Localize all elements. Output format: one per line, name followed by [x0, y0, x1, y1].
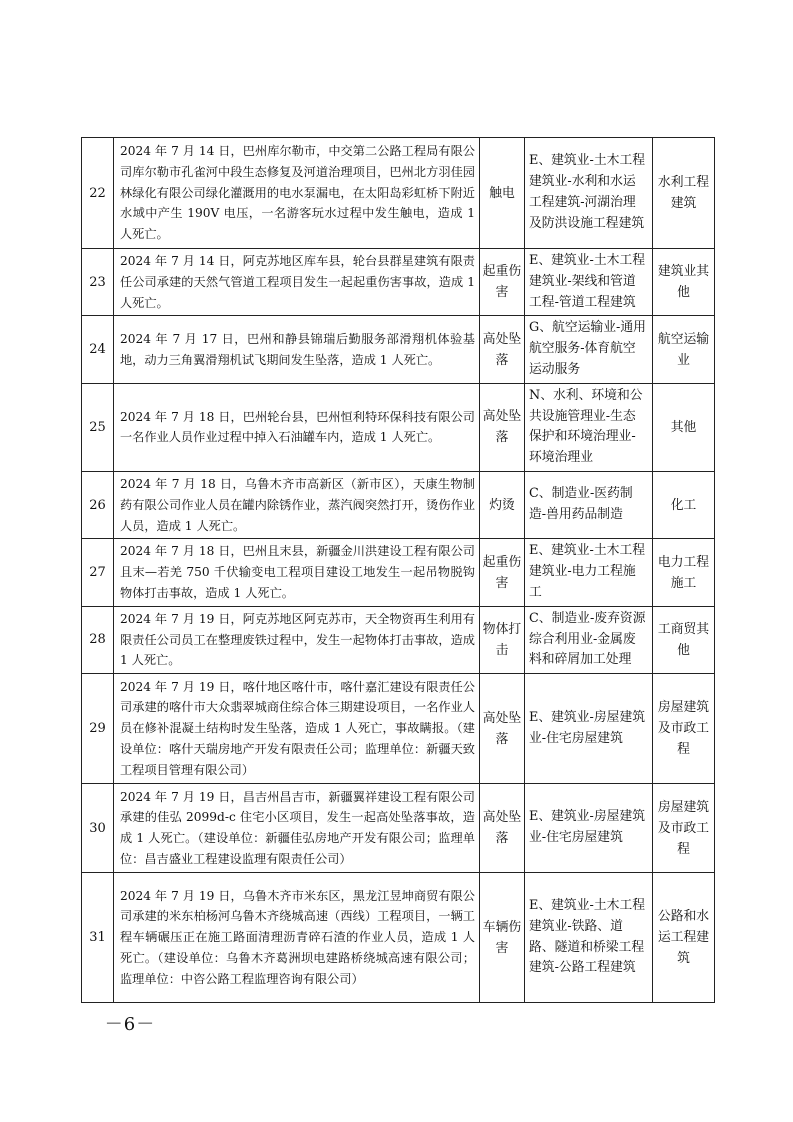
accident-description: 2024 年 7 月 14 日，阿克苏地区库车县，轮台县群星建筑有限责任公司承建的天然气管道工程项目发生一起起重伤害事故，造成 1 人死亡。: [114, 249, 480, 316]
industry-category: 房屋建筑及市政工程: [653, 674, 715, 784]
industry-classification: E、建筑业-土木工程建筑业-水利和水运工程建筑-河湖治理及防洪设施工程建筑: [525, 138, 653, 249]
accident-description: 2024 年 7 月 17 日，巴州和静县锦瑞后勤服务部滑翔机体验基地，动力三角翼滑翔机试飞期间发生坠落，造成 1 人死亡。: [114, 316, 480, 383]
accident-description: 2024 年 7 月 19 日，昌吉州昌吉市，新疆翼祥建设工程有限公司承建的佳弘 2099d-c 住宅小区项目，发生一起高处坠落事故，造成 1 人死亡。（建设单位：新疆佳弘房地产开发有限公司；监理单位：昌吉盛业工程建设监理有限责任公司）: [114, 784, 480, 873]
accident-type: 高处坠落: [480, 674, 525, 784]
industry-classification: E、建筑业-土木工程建筑业-电力工程施工: [525, 539, 653, 606]
row-number: 22: [82, 138, 114, 249]
table-row: [82, 138, 715, 249]
accident-type: 起重伤害: [480, 539, 525, 606]
accident-type: 高处坠落: [480, 383, 525, 471]
industry-classification: N、水利、环境和公共设施管理业-生态保护和环境治理业-环境治理业: [525, 383, 653, 471]
industry-category: 水利工程建筑: [653, 138, 715, 249]
industry-classification: G、航空运输业-通用航空服务-体育航空运动服务: [525, 316, 653, 383]
industry-classification: E、建筑业-土木工程建筑业-架线和管道工程-管道工程建筑: [525, 249, 653, 316]
row-number: 28: [82, 606, 114, 673]
table-row: [82, 674, 715, 784]
accident-type: 高处坠落: [480, 784, 525, 873]
table-row: [82, 873, 715, 1003]
industry-classification: E、建筑业-房屋建筑业-住宅房屋建筑: [525, 784, 653, 873]
row-number: 23: [82, 249, 114, 316]
accident-table: [81, 137, 715, 1003]
row-number: 27: [82, 539, 114, 606]
accident-description: 2024 年 7 月 14 日，巴州库尔勒市，中交第二公路工程局有限公司库尔勒市孔雀河中段生态修复及河道治理项目，巴州北方羽佳园林绿化有限公司绿化灌溉用的电水泵漏电，在太阳岛彩虹桥下附近水域中产生 190V 电压，一名游客玩水过程中发生触电，造成 1 人死亡。: [114, 138, 480, 249]
industry-classification: C、制造业-医药制造-兽用药品制造: [525, 471, 653, 538]
accident-description: 2024 年 7 月 19 日，喀什地区喀什市，喀什嘉汇建设有限责任公司承建的喀什市大众翡翠城商住综合体三期建设项目，一名作业人员在修补混凝土结构时发生坠落，造成 1 人死亡，事故瞒报。（建设单位：喀什天瑞房地产开发有限责任公司；监理单位：新疆天致工程项目管理有限公司）: [114, 674, 480, 784]
industry-category: 公路和水运工程建筑: [653, 873, 715, 1003]
row-number: 26: [82, 471, 114, 538]
row-number: 29: [82, 674, 114, 784]
accident-description: 2024 年 7 月 18 日，乌鲁木齐市高新区（新市区），天康生物制药有限公司作业人员在罐内除锈作业，蒸汽阀突然打开，烫伤作业人员，造成 1 人死亡。: [114, 471, 480, 538]
accident-type: 触电: [480, 138, 525, 249]
accident-table-container: [81, 137, 714, 1003]
accident-description: 2024 年 7 月 18 日，巴州轮台县，巴州恒利特环保科技有限公司一名作业人员作业过程中掉入石油罐车内，造成 1 人死亡。: [114, 383, 480, 471]
accident-type: 高处坠落: [480, 316, 525, 383]
table-row: [82, 471, 715, 538]
industry-category: 电力工程施工: [653, 539, 715, 606]
table-row: [82, 606, 715, 673]
industry-classification: C、制造业-废弃资源综合利用业-金属废料和碎屑加工处理: [525, 606, 653, 673]
industry-classification: E、建筑业-房屋建筑业-住宅房屋建筑: [525, 674, 653, 784]
industry-category: 其他: [653, 383, 715, 471]
industry-category: 化工: [653, 471, 715, 538]
row-number: 24: [82, 316, 114, 383]
industry-category: 建筑业其他: [653, 249, 715, 316]
accident-description: 2024 年 7 月 19 日，乌鲁木齐市米东区，黑龙江昱坤商贸有限公司承建的米东柏杨河乌鲁木齐绕城高速（西线）工程项目，一辆工程车辆碾压正在施工路面清理沥青碎石渣的作业人员，造成 1 人死亡。（建设单位：乌鲁木齐葛洲坝电建路桥绕城高速有限公司；监理单位：中咨公路工程监理咨询有限公司）: [114, 873, 480, 1003]
accident-type: 车辆伤害: [480, 873, 525, 1003]
accident-type: 起重伤害: [480, 249, 525, 316]
table-row: [82, 784, 715, 873]
table-row: [82, 383, 715, 471]
accident-description: 2024 年 7 月 19 日，阿克苏地区阿克苏市，天全物资再生利用有限责任公司员工在整理废铁过程中，发生一起物体打击事故，造成 1 人死亡。: [114, 606, 480, 673]
industry-category: 航空运输业: [653, 316, 715, 383]
row-number: 30: [82, 784, 114, 873]
industry-category: 房屋建筑及市政工程: [653, 784, 715, 873]
industry-category: 工商贸其他: [653, 606, 715, 673]
row-number: 25: [82, 383, 114, 471]
industry-classification: E、建筑业-土木工程建筑业-铁路、道路、隧道和桥梁工程建筑-公路工程建筑: [525, 873, 653, 1003]
table-row: [82, 316, 715, 383]
table-row: [82, 539, 715, 606]
table-row: [82, 249, 715, 316]
page-number: －6－: [104, 1014, 156, 1035]
accident-description: 2024 年 7 月 18 日，巴州且末县，新疆金川洪建设工程有限公司且末—若羌 750 千伏输变电工程项目建设工地发生一起吊物脱钩物体打击事故，造成 1 人死亡。: [114, 539, 480, 606]
row-number: 31: [82, 873, 114, 1003]
accident-type: 灼烫: [480, 471, 525, 538]
accident-type: 物体打击: [480, 606, 525, 673]
